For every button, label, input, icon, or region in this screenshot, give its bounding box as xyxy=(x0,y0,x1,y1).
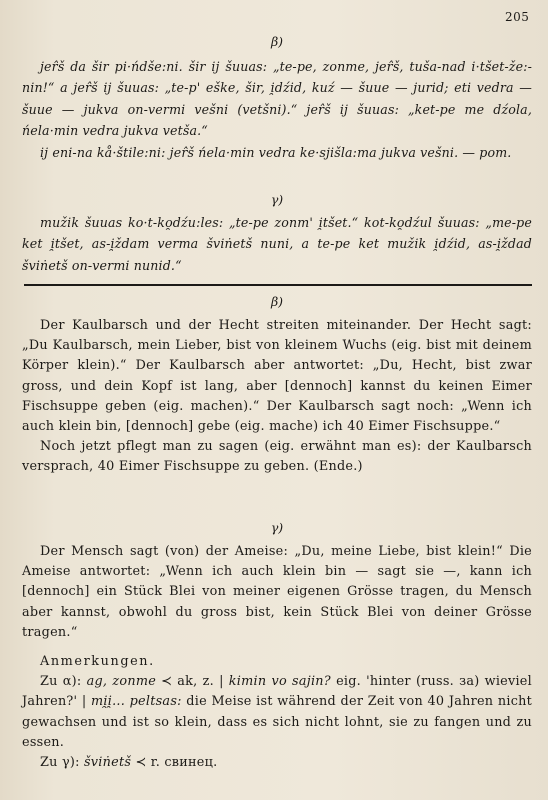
note-text: die Meise ist während der Zeit von 40 Jahren nicht gewachsen und ist so klein, dass es sich nicht lohnt, sie zu fangen und zu essen. xyxy=(22,694,532,750)
note-prefix: Zu α): xyxy=(40,674,82,690)
section-marker-beta: β) xyxy=(270,294,284,309)
note-text: eig. 'hinter (russ. за) wieviel Jahren?' | xyxy=(22,674,532,710)
section-marker-gamma: γ) xyxy=(270,192,284,207)
note-term: ag, zonme xyxy=(86,674,157,690)
note-text: ≺ ak, z. | xyxy=(161,674,224,690)
german-text-beta xyxy=(22,316,532,478)
note-prefix: Zu γ): xyxy=(40,755,80,771)
notes-heading: Anmerkungen. xyxy=(40,654,155,669)
komi-text-beta xyxy=(22,56,532,163)
note-gamma xyxy=(22,753,532,773)
german-text-gamma xyxy=(22,542,532,643)
notes-section xyxy=(22,652,532,773)
german-paragraph: Der Kaulbarsch und der Hecht streiten miteinander. Der Hecht sagt: „Du Kaulbarsch, mein Lieber, bist von kleinem Wuchs (eig. bist mit deinem Körper klein).“ Der Kaulbarsch aber antwortet: „Du, Hecht, bist zwar gross, und dein Kopf ist lang, aber [dennoch] kannst du keinen Eimer Fischsuppe geben (eig. machen).“ Der Kaulbarsch sagt noch: „Wenn ich auch klein bin, [dennoch] gebe (eig. mache) ich 40 Eimer Fischsuppe.“ xyxy=(22,318,532,435)
german-paragraph: Noch jetzt pflegt man zu sagen (eig. erwähnt man es): der Kaulbarsch versprach, 40 Eimer Fischsuppe zu geben. (Ende.) xyxy=(22,439,532,475)
note-term: mi̯i̯... peltsas: xyxy=(91,694,182,710)
komi-paragraph: mužik šuuas ko·t-ko̯dźu:les: „te-pe zonm' i̯tšet.“ kot-ko̯dźul šuuas: „me-pe ket i̯tšet, as-i̯ždam verma šviṅetš nuni, a te-pe ket mužik i̯dźid, as-i̯ždad šviṅetš on-vermi nunid.“ xyxy=(22,215,532,273)
komi-text-gamma xyxy=(22,212,532,276)
note-alpha xyxy=(22,672,532,753)
german-paragraph: Der Mensch sagt (von) der Ameise: „Du, meine Liebe, bist klein!“ Die Ameise antwortet: „Wenn ich auch klein bin — sagt sie —, kann ich [dennoch] ein Stück Blei von meiner eigenen Grösse tragen, du Mensch aber kannst, obwohl du gross bist, kein Stück Blei von deiner Grösse tragen.“ xyxy=(22,544,532,640)
komi-paragraph: jer̂š da šir pi·ńdše:ni. šir ij šuuas: „te-pe, zonme, jer̂š, tuša-nad i·tšet-že:-nin!“ a jer̂š ij šuuas: „te-p' eške, šir, i̯dźid, kuź — šuue — jurid; eti vedra — šuue — jukva on-vermi vešni (vetšni).“ jer̂š ij šuuas: „ket-pe me dźola, ńela·min vedra jukva vetša.“ xyxy=(22,59,532,139)
komi-paragraph: ij eni-na kå·štile:ni: jer̂š ńela·min vedra ke·sjišla:ma jukva vešni. — pom. xyxy=(40,144,512,160)
horizontal-rule xyxy=(24,284,532,286)
note-text: ≺ r. свинец. xyxy=(135,755,218,771)
section-marker-gamma: γ) xyxy=(270,520,284,535)
section-marker-beta: β) xyxy=(270,34,284,49)
note-term: šviṅetš xyxy=(83,755,132,771)
page-number: 205 xyxy=(505,10,530,24)
note-term: kimin vo sajin? xyxy=(228,674,331,690)
